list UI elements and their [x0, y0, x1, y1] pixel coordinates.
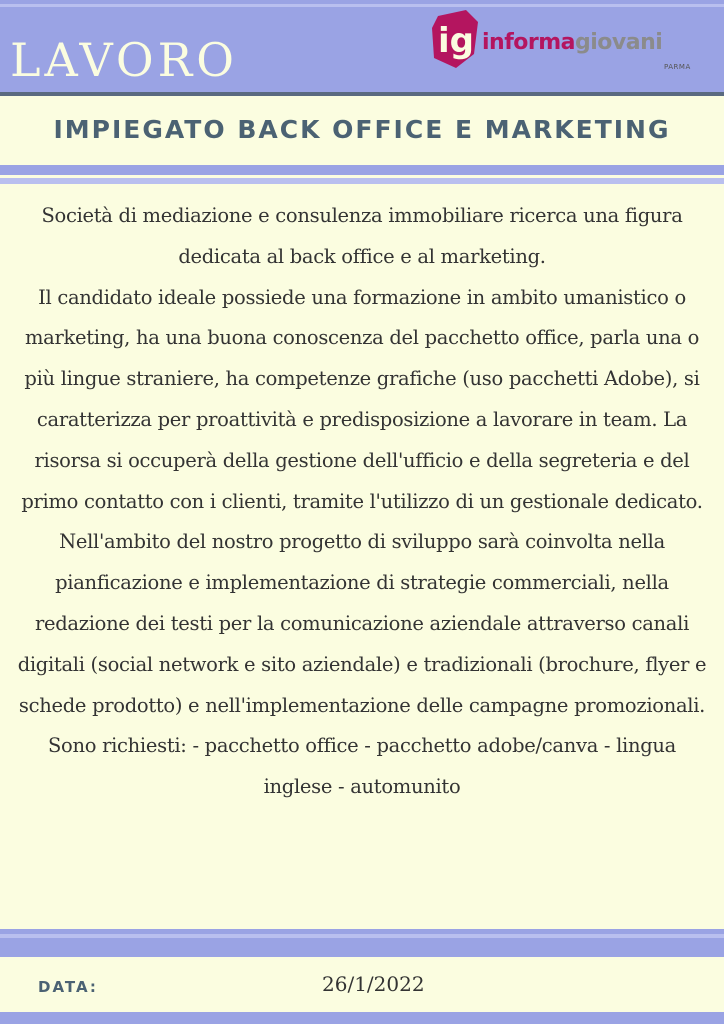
- svg-text:ig: ig: [438, 21, 474, 61]
- footer-band: [0, 1012, 724, 1024]
- date-label: DATA:: [38, 978, 98, 996]
- bottom-stripe: [0, 934, 724, 938]
- logo-wordmark: [482, 30, 662, 56]
- date-value: 26/1/2022: [322, 972, 425, 996]
- title-separator-stripe: [0, 178, 724, 184]
- job-title: IMPIEGATO BACK OFFICE E MARKETING: [53, 115, 671, 144]
- logo-wordmark-part1: informa: [482, 30, 576, 55]
- informagiovani-logo[interactable]: [428, 8, 698, 72]
- section-title: LAVORO: [10, 33, 238, 87]
- logo-city: PARMA: [664, 63, 691, 71]
- logo-wordmark-part2: giovani: [575, 30, 663, 55]
- description-paragraph-duties: Nell'ambito del nostro progetto di sviluppo sarà coinvolta nella pianficazione e implementazione di strategie commerciali, nella redazione dei testi per la comunicazione aziendale attraverso canali digitali (social network e sito aziendale) e tradizionali (brochure, flyer e schede prodotto) e nell'implementazione delle campagne promozionali. Sono richiesti: - pacchetto office - pacchetto adobe/canva - lingua inglese - automunito: [17, 530, 707, 799]
- title-separator: [0, 165, 724, 175]
- description-paragraph-intro: Società di mediazione e consulenza immobiliare ricerca una figura dedicata al back office e al marketing.: [41, 204, 683, 268]
- header-divider: [0, 92, 724, 96]
- header-stripe: [0, 4, 724, 7]
- description-paragraph-profile: Il candidato ideale possiede una formazione in ambito umanistico o marketing, ha una buona conoscenza del pacchetto office, parla una o più lingue straniere, ha competenze grafiche (uso pacchetti Adobe), si caratterizza per proattività e predisposizione a lavorare in team. La risorsa si occuperà della gestione dell'ufficio e della segreteria e del primo contatto con i clienti, tramite l'utilizzo di un gestionale dedicato.: [21, 285, 703, 513]
- job-description: [12, 196, 712, 808]
- logo-mark-icon: [428, 8, 484, 70]
